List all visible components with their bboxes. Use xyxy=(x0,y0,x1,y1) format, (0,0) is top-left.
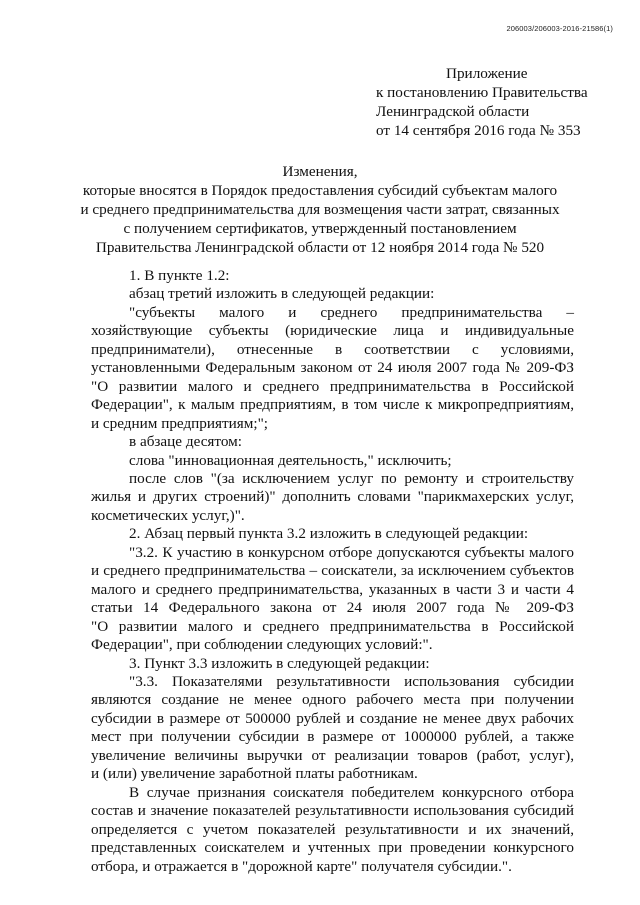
paragraph xyxy=(91,304,574,433)
paragraph-line: установленными Федеральным законом от 24 июля 2007 года № 209-ФЗ xyxy=(91,359,574,377)
paragraph xyxy=(91,544,574,655)
paragraph-line: "3.3. Показателями результативности использования субсидии xyxy=(129,672,574,690)
paragraph-line: 2. Абзац первый пункта 3.2 изложить в следующей редакции: xyxy=(129,525,529,543)
paragraph-line: в абзаце десятом: xyxy=(129,433,242,451)
paragraph-line: "субъекты малого и среднего предпринимательства – xyxy=(129,303,574,321)
appendix-line: к постановлению Правительства xyxy=(376,84,588,101)
paragraph-line: и среднего предпринимательства – соискатели, за исключением субъектов xyxy=(91,562,574,580)
paragraph-line: малого и среднего предпринимательства, указанных в части 3 и части 4 xyxy=(91,580,574,598)
appendix-line: Ленинградской области xyxy=(376,103,530,120)
paragraph-line: мест при получении субсидии в размере от 1000000 рублей, а также xyxy=(91,728,574,746)
paragraph xyxy=(91,525,574,543)
title-line: и среднего предпринимательства для возмещения части затрат, связанных xyxy=(80,201,560,218)
document-body xyxy=(91,267,574,876)
paragraph-line: "3.2. К участию в конкурсном отборе допускаются субъекты малого xyxy=(129,543,574,561)
paragraph-line: статьи 14 Федерального закона от 24 июля 2007 года № 209-ФЗ xyxy=(91,599,574,617)
paragraph-line: слова "инновационная деятельность," исключить; xyxy=(129,451,452,469)
paragraph-line: увеличение величины выручки от реализации товаров (работ, услуг), xyxy=(91,746,574,764)
paragraph-line: и средним предприятиям;"; xyxy=(91,414,269,432)
paragraph xyxy=(91,784,574,876)
paragraph-line: косметических услуг,)". xyxy=(91,506,245,524)
paragraph-line: Федерации", к малым предприятиям, в том числе к микропредприятиям, xyxy=(91,396,574,414)
paragraph-line: после слов "(за исключением услуг по ремонту и строительству xyxy=(129,469,574,487)
paragraph xyxy=(91,655,574,673)
title-line: Изменения, xyxy=(282,163,358,180)
paragraph xyxy=(91,470,574,525)
paragraph xyxy=(91,673,574,784)
paragraph-line: определяется с учетом показателей результативности и их значений, xyxy=(91,820,574,838)
paragraph-line: 1. В пункте 1.2: xyxy=(129,267,230,284)
title-line: Правительства Ленинградской области от 12 ноября 2014 года № 520 xyxy=(95,239,545,256)
paragraph-line: субсидии в размере от 500000 рублей и создание не менее двух рабочих xyxy=(91,709,574,727)
title-line: которые вносятся в Порядок предоставления субсидий субъектам малого xyxy=(82,182,558,199)
paragraph-line: и (или) увеличение заработной платы работникам. xyxy=(91,765,418,783)
document-title xyxy=(70,162,570,257)
paragraph-line: "О развитии малого и среднего предпринимательства в Российской xyxy=(91,617,574,635)
paragraph xyxy=(91,285,574,303)
paragraph-line: "О развитии малого и среднего предпринимательства в Российской xyxy=(91,377,574,395)
paragraph-line: представленных соискателем и учтенных при проведении конкурсного xyxy=(91,839,574,857)
paragraph-line: состав и значение показателей результативности использования субсидий xyxy=(91,802,574,820)
paragraph-line: Федерации", при соблюдении следующих условий:". xyxy=(91,636,433,654)
paragraph-line: являются создание не менее одного рабочего места при получении xyxy=(91,691,574,709)
paragraph-line: хозяйствующие субъекты (юридические лица и индивидуальные xyxy=(91,322,574,340)
paragraph xyxy=(91,267,574,285)
appendix-header xyxy=(376,64,588,140)
paragraph-line: жилья и других строений)" дополнить словами "парикмахерских услуг, xyxy=(91,488,574,506)
paragraph-line: отбора, и отражается в "дорожной карте" получателя субсидии.". xyxy=(91,857,512,875)
paragraph-line: абзац третий изложить в следующей редакции: xyxy=(129,285,435,303)
paragraph xyxy=(91,433,574,451)
paragraph-line: предприниматели), отнесенные в соответствии с условиями, xyxy=(91,340,574,358)
paragraph xyxy=(91,452,574,470)
paragraph-line: В случае признания соискателя победителем конкурсного отбора xyxy=(129,783,574,801)
appendix-line: Приложение xyxy=(446,65,528,82)
appendix-line: от 14 сентября 2016 года № 353 xyxy=(376,122,581,139)
title-line: с получением сертификатов, утвержденный постановлением xyxy=(123,220,517,237)
document-id: 206003/206003-2016-21586(1) xyxy=(506,24,613,33)
paragraph-line: 3. Пункт 3.3 изложить в следующей редакции: xyxy=(129,654,430,672)
